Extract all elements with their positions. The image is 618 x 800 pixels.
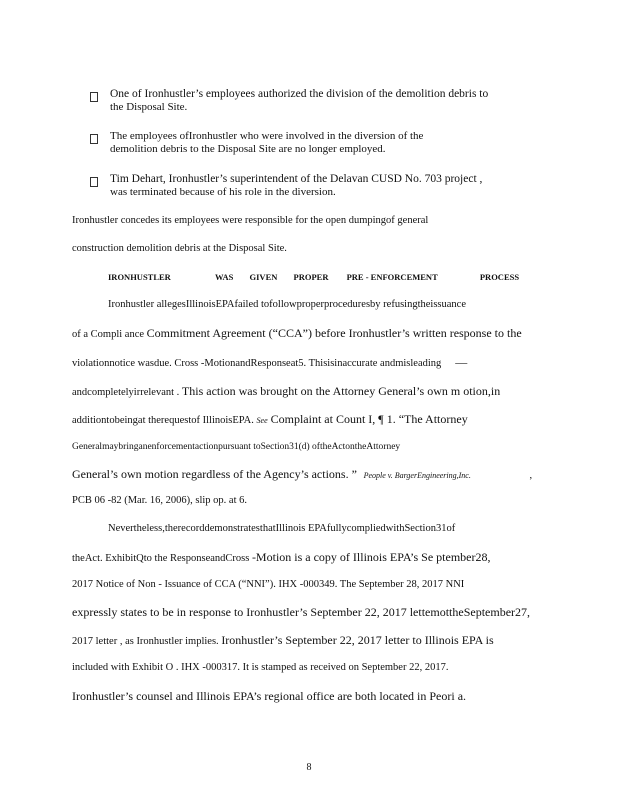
bullet-marker-icon — [90, 177, 98, 187]
paragraph-line: Generalmaybringanenforcementactionpursuant toSection31(d) oftheActontheAttorney — [72, 442, 401, 452]
bullet-item — [90, 173, 540, 199]
paragraph-line: 2017 letter , as Ironhustler implies. Ironhustler’s September 22, 2017 letter to Illinois EPA is — [72, 633, 494, 647]
heading-word: GIVEN — [249, 272, 278, 282]
paragraph-line: andcompletelyirrelevant . This action was brought on the Attorney General’s own m otion,in — [72, 384, 501, 398]
section-heading — [108, 272, 519, 282]
paragraph-line: PCB 06 -82 (Mar. 16, 2006), slip op. at 6. — [72, 495, 247, 506]
bullet-line: Tim Dehart, Ironhustler’s superintendent of the Delavan CUSD No. 703 project , — [110, 173, 483, 185]
heading-word: PRE - ENFORCEMENT — [346, 272, 438, 282]
paragraph-line: Nevertheless,therecorddemonstratesthatIllinois EPAfullycompliedwithSection31of — [108, 523, 456, 534]
heading-word: IRONHUSTLER — [108, 272, 171, 282]
paragraph-line: Ironhustler concedes its employees were responsible for the open dumpingof general — [72, 215, 429, 226]
paragraph-line: violationnotice wasdue. Cross -MotionandResponseat5. Thisisinaccurate andmisleading — — [72, 355, 468, 369]
paragraph-line: theAct. ExhibitQto the ResponseandCross -Motion is a copy of Illinois EPA’s Se ptember28, — [72, 550, 491, 564]
paragraph-line: Ironhustler allegesIllinoisEPAfailed tofollowproperproceduresby refusingtheissuance — [108, 299, 466, 310]
bullet-line: The employees ofIronhustler who were involved in the diversion of the — [110, 130, 424, 142]
paragraph-line: included with Exhibit O . IHX -000317. It is stamped as received on September 22, 2017. — [72, 662, 449, 673]
bullet-item — [90, 130, 540, 156]
paragraph-line: additiontobeingat therequestof IllinoisEPA. See Complaint at Count I, ¶ 1. “The Attorney — [72, 412, 468, 426]
paragraph-line: 2017 Notice of Non - Issuance of CCA (“NNI”). IHX -000349. The September 28, 2017 NNI — [72, 579, 465, 590]
paragraph-line: construction demolition debris at the Disposal Site. — [72, 243, 287, 254]
bullet-item — [90, 88, 540, 114]
paragraph-line: General’s own motion regardless of the Agency’s actions. ” People v. BargerEngineering,Inc. , — [72, 467, 533, 481]
bullet-line: demolition debris to the Disposal Site are no longer employed. — [110, 143, 386, 155]
paragraph-line: Ironhustler’s counsel and Illinois EPA’s regional office are both located in Peori a. — [72, 689, 467, 703]
paragraph-line: expressly states to be in response to Ironhustler’s September 22, 2017 lettemottheSeptember27, — [72, 605, 531, 619]
page-number: 8 — [306, 762, 312, 773]
heading-word: WAS — [214, 272, 234, 282]
heading-word: PROCESS — [479, 272, 520, 282]
bullet-marker-icon — [90, 92, 98, 102]
paragraph-line: of a Compli ance Commitment Agreement (“CCA”) before Ironhustler’s written response to the — [72, 326, 522, 340]
bullet-line: One of Ironhustler’s employees authorized the division of the demolition debris to — [110, 88, 489, 100]
bullet-line: the Disposal Site. — [110, 101, 188, 113]
heading-word: PROPER — [293, 272, 329, 282]
bullet-line: was terminated because of his role in the diversion. — [110, 186, 336, 198]
bullet-marker-icon — [90, 134, 98, 144]
